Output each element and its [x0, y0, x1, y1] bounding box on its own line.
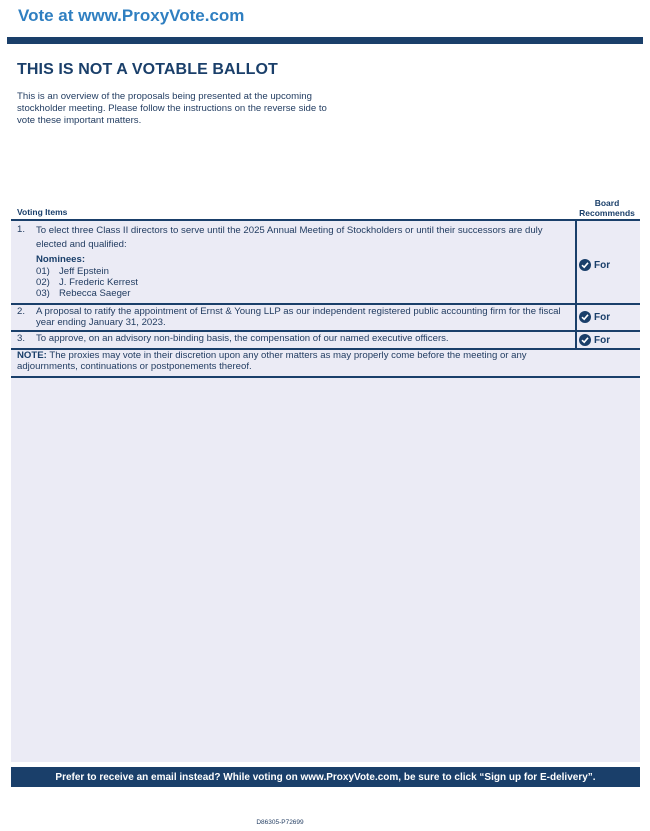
checkmark-icon: [579, 334, 591, 346]
recommendation-label: For: [594, 259, 611, 271]
row-divider: [11, 330, 640, 332]
header-rule: [7, 37, 643, 44]
voting-items-header: Voting Items: [17, 207, 68, 217]
nominee-number: 03): [36, 288, 50, 299]
note-body: The proxies may vote in their discretion upon any other matters as may properly come before the meeting or any adjournments, continuations or postponements thereof.: [17, 350, 527, 372]
board-recommendation-3: [579, 334, 610, 346]
nominee-item: [36, 288, 130, 299]
nominee-number: 01): [36, 266, 50, 277]
board-recommends-line2: Recommends: [579, 208, 635, 218]
note-label: NOTE:: [17, 350, 47, 361]
item-text: To elect three Class II directors to serve until the 2025 Annual Meeting of Stockholders or until their successors are duly elected and qualified:: [36, 225, 543, 250]
row-divider: [11, 303, 640, 305]
document-code: D86305-P72699: [256, 819, 304, 826]
item-number: 3.: [17, 333, 26, 344]
intro-text: This is an overview of the proposals being presented at the upcoming stockholder meeting. Please follow the instructions on the reverse side to vote these important matters.: [17, 91, 327, 126]
checkmark-icon: [579, 259, 591, 271]
item-number: 2.: [17, 306, 26, 317]
checkmark-icon: [579, 311, 591, 323]
nominees-label: Nominees:: [36, 254, 86, 265]
nominee-name: J. Frederic Kerrest: [59, 277, 138, 288]
header-title[interactable]: Vote at www.ProxyVote.com: [18, 6, 245, 25]
nominee-item: [36, 277, 138, 288]
edelivery-text: Prefer to receive an email instead? While voting on www.ProxyVote.com, be sure to click “Sign up for E-delivery”.: [55, 771, 596, 783]
recommendation-label: For: [594, 311, 611, 323]
board-recommends-line1: Board: [594, 198, 620, 208]
note-bottom-rule: [11, 376, 640, 378]
item-text: A proposal to ratify the appointment of Ernst & Young LLP as our independent registered public accounting firm for the fiscal year ending January 31, 2023.: [36, 306, 561, 328]
board-recommends-header: [572, 198, 642, 218]
note-text: [17, 351, 577, 372]
nominee-number: 02): [36, 277, 50, 288]
recommendation-label: For: [594, 334, 611, 346]
nominee-name: Rebecca Saeger: [59, 288, 131, 299]
page-title: THIS IS NOT A VOTABLE BALLOT: [17, 61, 278, 78]
board-recommendation-2: [579, 311, 610, 323]
edelivery-banner: [11, 767, 640, 787]
column-divider: [575, 219, 577, 349]
nominee-item: [36, 266, 109, 277]
item-number: 1.: [17, 224, 26, 235]
table-top-rule: [11, 219, 640, 221]
board-recommendation-1: [579, 259, 610, 271]
nominee-name: Jeff Epstein: [59, 266, 109, 277]
item-text: To approve, on an advisory non-binding basis, the compensation of our named executive officers.: [36, 333, 449, 344]
ballot-panel: [11, 219, 640, 762]
